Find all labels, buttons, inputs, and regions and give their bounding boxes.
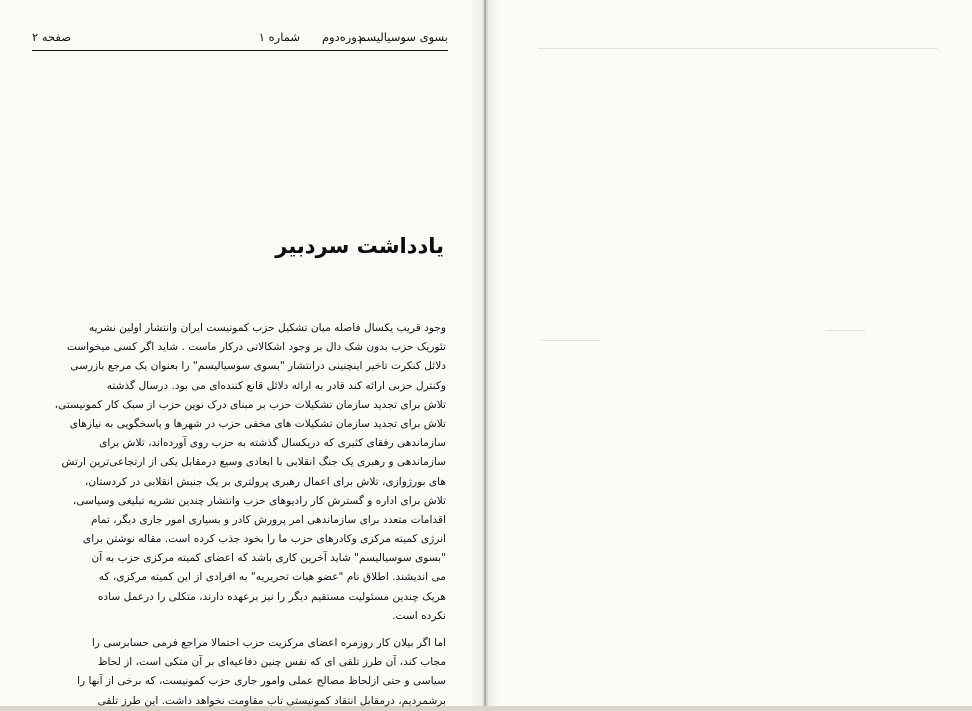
text-line: تئوریک حزب بدون شک دال بر وجود اشکالاتی درکار ماست . شاید اگر کسی میخواست bbox=[66, 341, 446, 354]
bleed-through-rule bbox=[826, 330, 866, 331]
text-line: هریک چندین مسئولیت مستقیم دیگر را نیز برعهده دارند، متکلی را درعمل ساده bbox=[97, 590, 446, 603]
right-page bbox=[486, 0, 972, 706]
text-line: برشمردیم، درمقابل انتقاد کمونیستی تاب مقاومت نخواهد داشت. این طرز تلقی bbox=[97, 694, 446, 707]
text-line: تلاش برای اداره و گسترش کار رادیوهای حزب وانتشار چندین نشریه تبلیغی وسیاسی، bbox=[72, 494, 446, 507]
journal-name: بسوی سوسیالیسم bbox=[358, 30, 448, 44]
text-line: تلاش برای تجدید سازمان تشکیلات های مخفی حزب در شهرها و پاسخگویی به نیازهای bbox=[69, 417, 446, 430]
text-line: اقدامات متعدد برای سازماندهی امر پرورش کادر و بسیاری امور جاری دیگر، تمام bbox=[90, 513, 446, 526]
text-line: سازماندهی رفقای کثیری که دریکسال گذشته به حزب روی آورده‌اند، تلاش برای bbox=[99, 437, 446, 450]
header-rule bbox=[32, 50, 448, 51]
bleed-through-rule bbox=[538, 48, 938, 49]
text-line: وجود قریب یکسال فاصله میان تشکیل حزب کمونیست ایران وانتشار اولین نشریه bbox=[88, 322, 446, 334]
bleed-through-rule bbox=[541, 340, 601, 341]
text-line: انرژی کمیته مرکزی وکادرهای حزب ما را بخود جذب کرده است. مقاله نوشتن برای bbox=[82, 533, 446, 546]
text-line: وکنترل حزبی ارائه کند قادر به ارائه دلائل قانع کننده‌ای می بود. درسال گذشته bbox=[106, 379, 446, 392]
text-line: سازماندهی و رهبری یک جنگ انقلابی با ابعادی وسیع درمقابل یکی از ارتجاعی‌ترین ارتش bbox=[61, 456, 446, 469]
article-title: یادداشت سردبیر bbox=[275, 234, 444, 258]
text-line: سیاسی و حتی ازلحاظ مصالح عملی وامور جاری حزب کمونیست، که برخی از آنها را bbox=[77, 675, 446, 688]
text-line: "بسوی سوسیالیسم" شاید آخرین کاری باشد که اعضای کمیته مرکزی حزب به آن bbox=[91, 552, 446, 565]
running-head bbox=[32, 28, 448, 50]
page-gutter bbox=[470, 0, 500, 706]
text-line: های بورژوازی، تلاش برای اعمال رهبری پرولتری بر یک جنبش انقلابی در کردستان، bbox=[84, 475, 446, 488]
paragraph-gap bbox=[33, 626, 446, 634]
text-line: دلائل کنکرت تاخیر اینچنینی درانتشار "بسوی سوسیالیسم" را بعنوان یک مرجع بازرسی bbox=[70, 360, 446, 373]
volume-label: دوره‌دوم bbox=[321, 30, 362, 44]
text-line: تلاش برای تجدید سازمان تشکیلات حزب بر مبنای درک نوین حزب از سبک کار کمونیستی، bbox=[54, 398, 446, 411]
issue-label: شماره ۱ bbox=[258, 30, 300, 44]
text-line: می اندیشند. اطلاق نام "عضو هیات تحریریه" به افرادی از این کمیته مرکزی، که bbox=[98, 571, 446, 584]
page-number: صفحه ۲ bbox=[32, 30, 72, 44]
article-body bbox=[33, 319, 446, 711]
left-page bbox=[0, 0, 484, 706]
text-line: مجاب کند، آن طرز تلقی ای که نفس چنین دفاعیه‌ای بر آن متکی است، از لحاظ bbox=[97, 656, 446, 669]
text-line: اما اگر بیلان کار روزمره اعضای مرکزیت حزب احتمالا مراجع فرمی حسابرسی را bbox=[91, 637, 446, 649]
text-line: نکرده است. bbox=[392, 609, 446, 622]
